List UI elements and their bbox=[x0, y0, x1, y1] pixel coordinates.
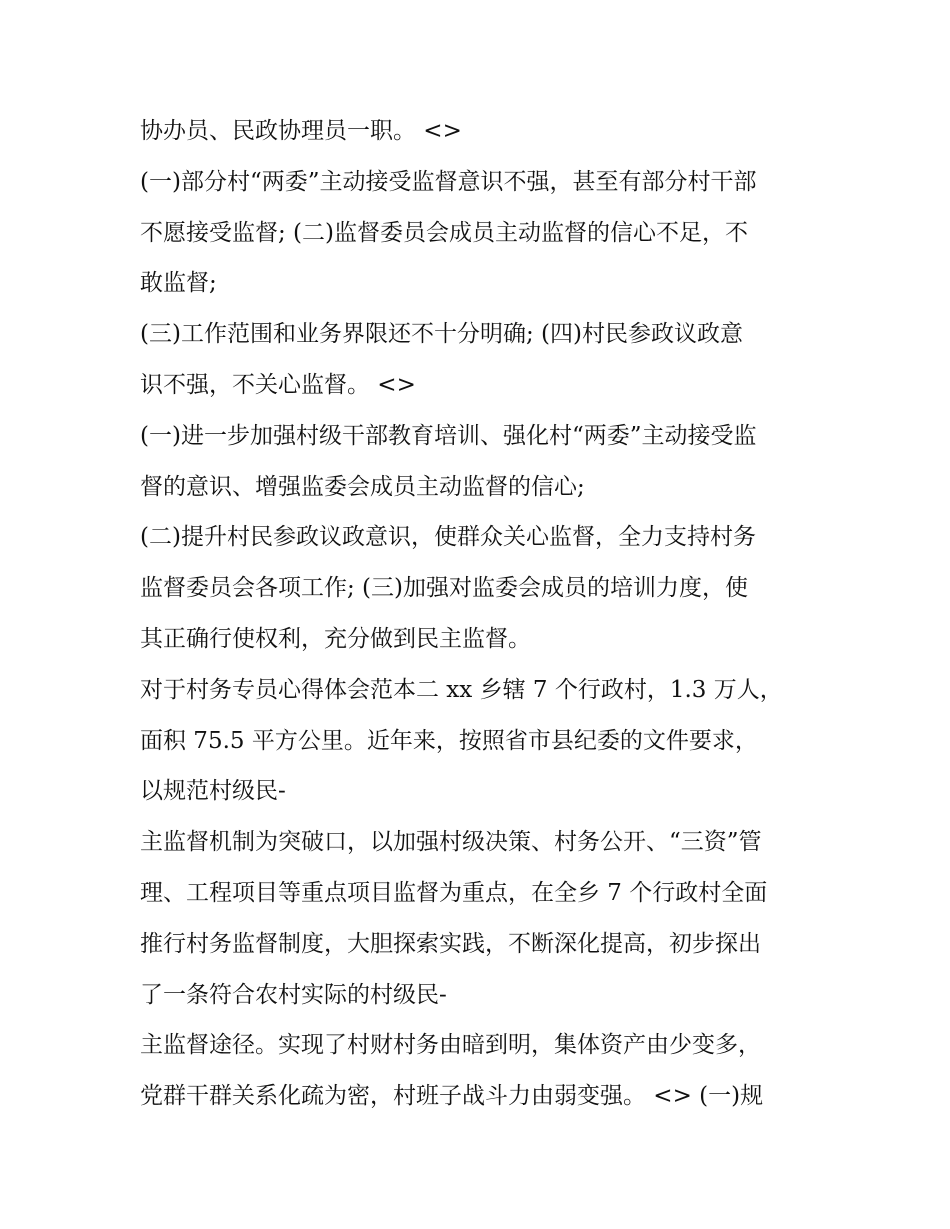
text-line-16: 理、工程项目等重点项目监督为重点，在全乡 7 个行政村全面 bbox=[140, 879, 768, 906]
text-line-9: (二)提升村民参政议政意识，使群众关心监督，全力支持村务 bbox=[140, 524, 756, 551]
text-line-6: 识不强，不关心监督。 <> bbox=[140, 371, 416, 398]
text-line-7: (一)进一步加强村级干部教育培训、强化村“两委”主动接受监 bbox=[140, 422, 757, 449]
text-line-12: 对于村务专员心得体会范本二 xx 乡辖 7 个行政村，1.3 万人， bbox=[140, 676, 783, 703]
text-line-4: 敢监督; bbox=[140, 270, 217, 297]
text-line-2: (一)部分村“两委”主动接受监督意识不强，甚至有部分村干部 bbox=[140, 168, 757, 195]
text-line-1: 协办员、民政协理员一职。 <> bbox=[140, 118, 462, 144]
text-line-3: 不愿接受监督; (二)监督委员会成员主动监督的信心不足，不 bbox=[140, 219, 749, 246]
text-line-17: 推行村务监督制度，大胆探索实践，不断深化提高，初步探出 bbox=[140, 930, 761, 957]
text-line-10: 监督委员会各项工作; (三)加强对监委会成员的培训力度，使 bbox=[140, 575, 749, 602]
text-line-20: 党群干群关系化疏为密，村班子战斗力由弱变强。 <> (一)规 bbox=[140, 1083, 764, 1110]
text-line-15: 主监督机制为突破口，以加强村级决策、村务公开、“三资”管 bbox=[140, 829, 762, 856]
text-line-11: 其正确行使权利，充分做到民主监督。 bbox=[140, 625, 531, 652]
text-line-19: 主监督途径。实现了村财村务由暗到明，集体资产由少变多， bbox=[140, 1032, 761, 1059]
text-line-8: 督的意识、增强监委会成员主动监督的信心; bbox=[140, 473, 585, 500]
text-line-5: (三)工作范围和业务界限还不十分明确; (四)村民参政议政意 bbox=[140, 321, 743, 348]
text-line-18: 了一条符合农村实际的村级民- bbox=[140, 981, 447, 1008]
text-line-13: 面积 75.5 平方公里。近年来，按照省市县纪委的文件要求， bbox=[140, 727, 758, 754]
text-line-14: 以规范村级民- bbox=[140, 778, 286, 805]
body-text bbox=[140, 106, 820, 1122]
